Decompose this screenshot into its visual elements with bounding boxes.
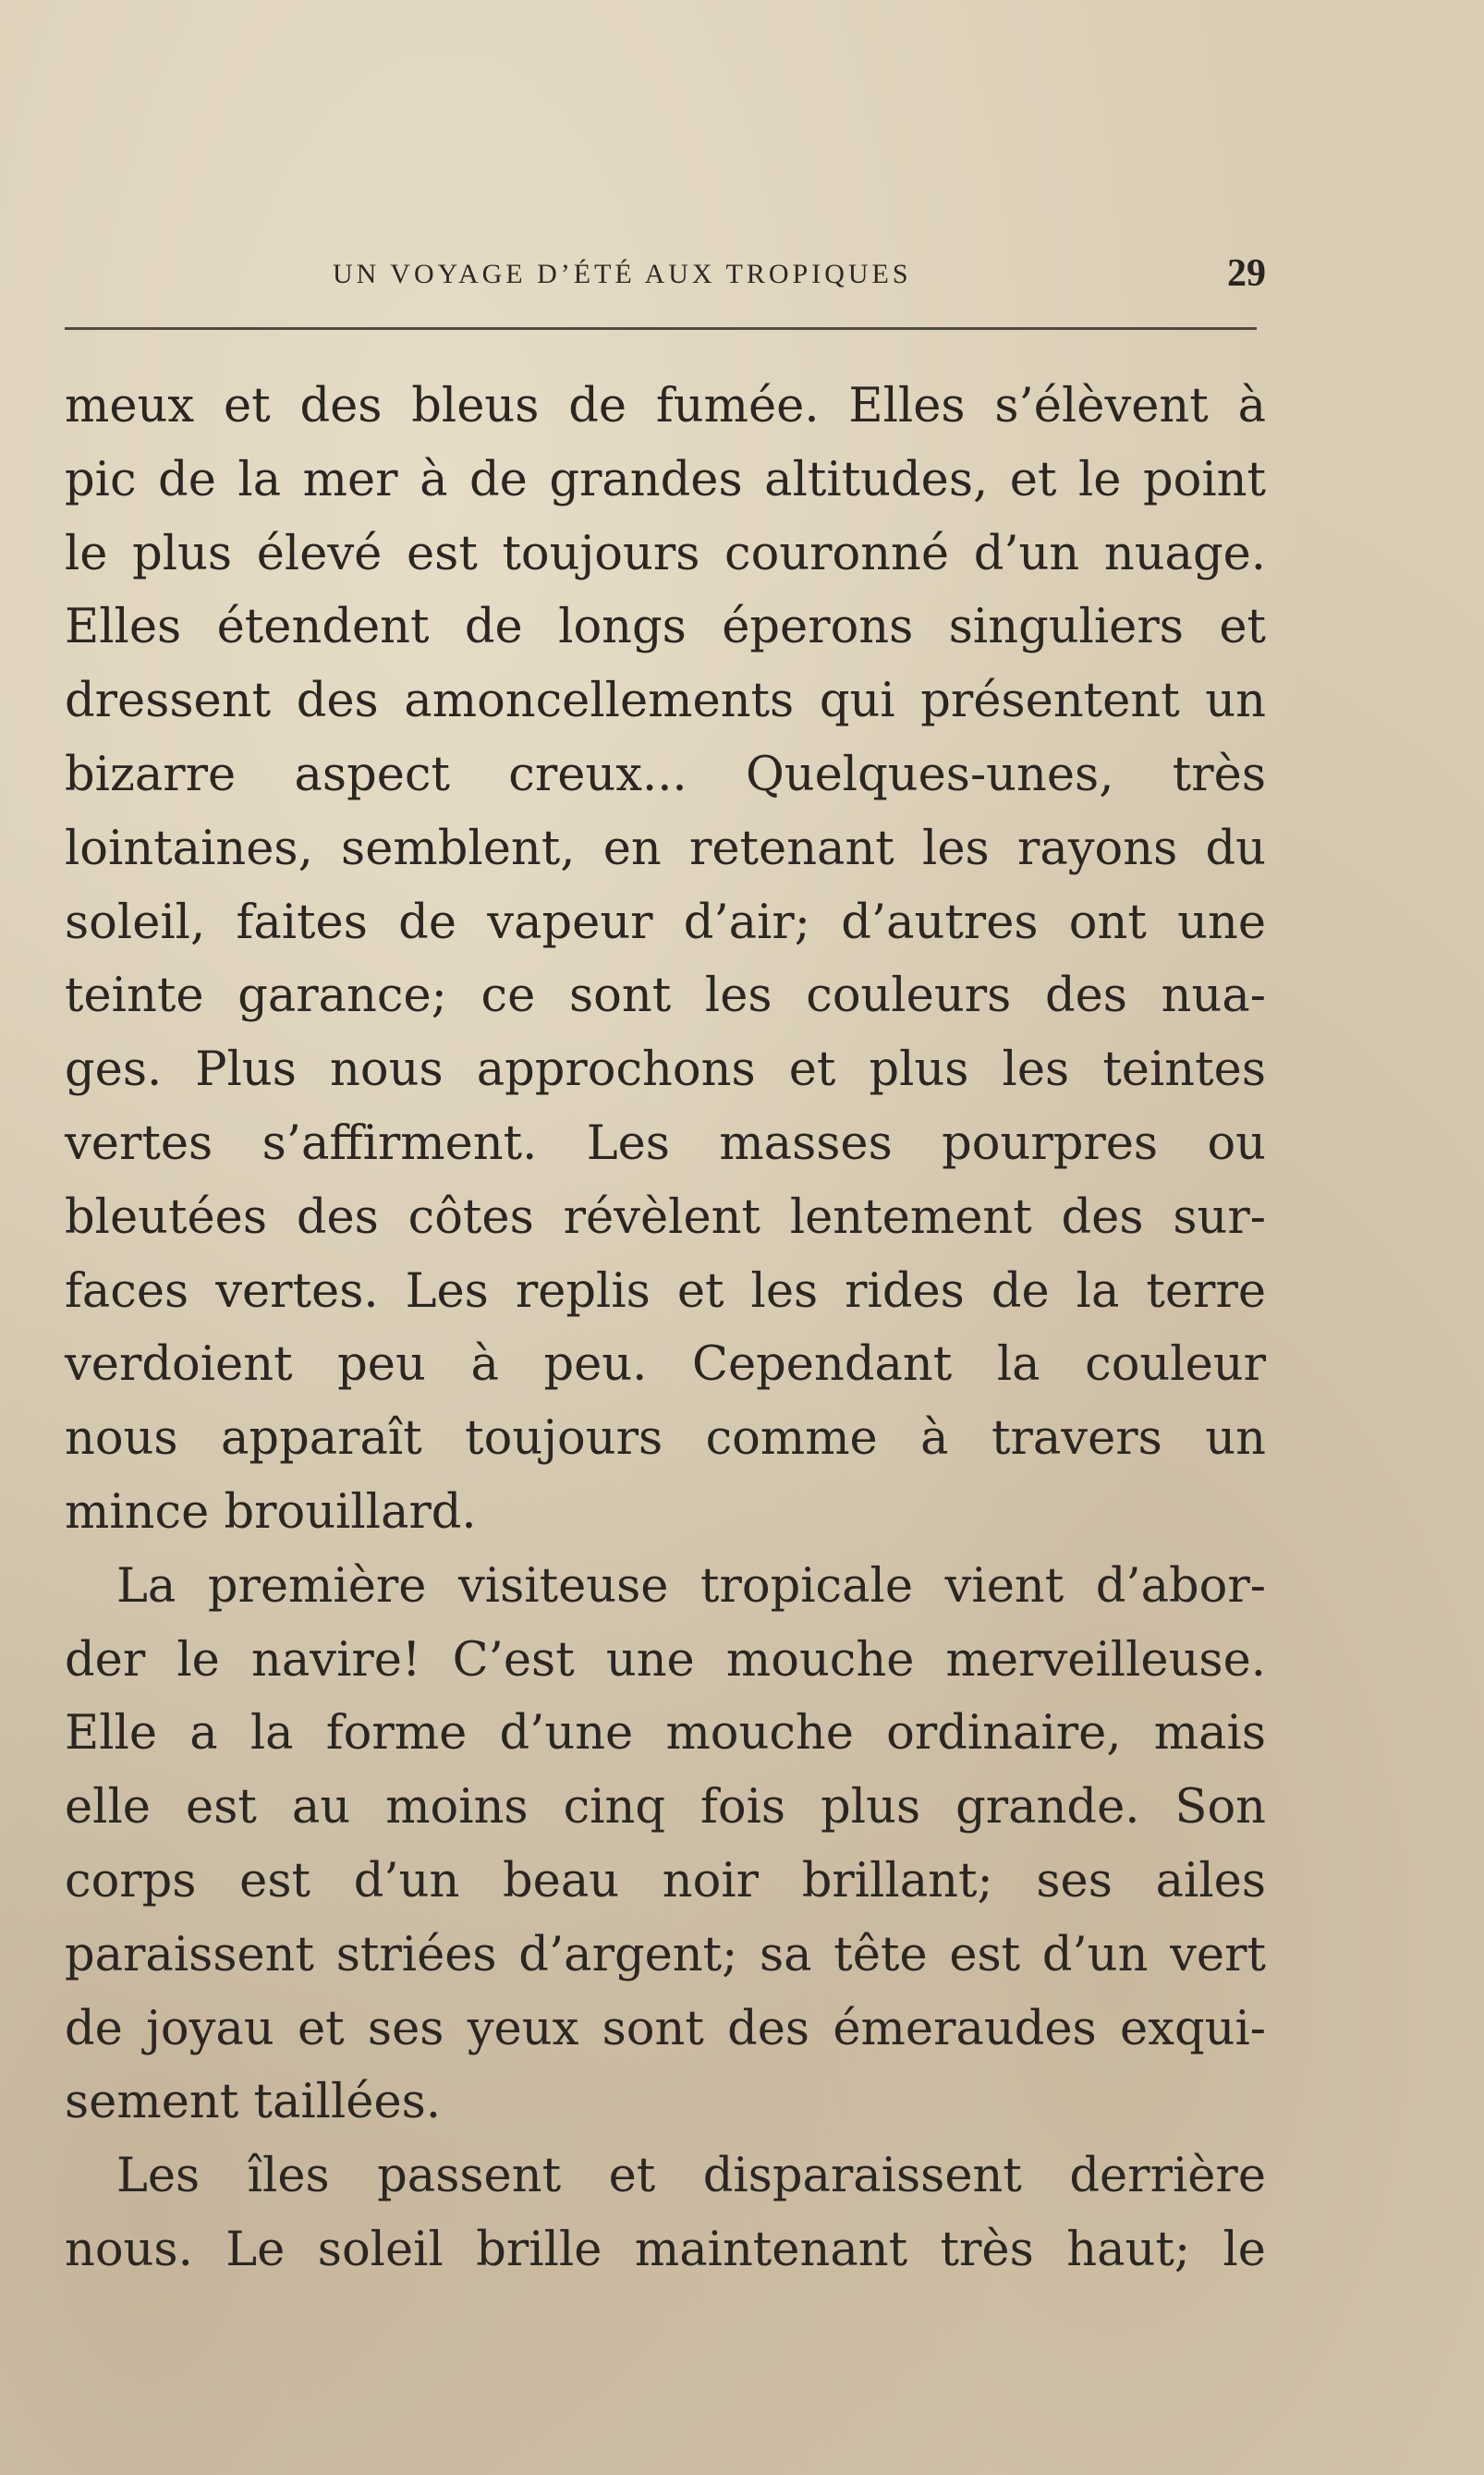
- text-line: ges. Plus nous approchons et plus les teintes: [65, 1042, 1266, 1098]
- text-line: lointaines, semblent, en retenant les rayons du: [65, 821, 1266, 876]
- text-line: verdoient peu à peu. Cependant la couleur: [65, 1337, 1266, 1393]
- page-number: 29: [1227, 252, 1266, 295]
- text-line: bizarre aspect creux... Quelques-unes, très: [65, 747, 1266, 802]
- text-line: der le navire! C’est une mouche merveilleuse.: [65, 1632, 1266, 1688]
- text-line: mince brouillard.: [65, 1484, 477, 1540]
- text-line: pic de la mer à de grandes altitudes, et le point: [65, 452, 1266, 507]
- text-line: Elle a la forme d’une mouche ordinaire, mais: [65, 1706, 1266, 1762]
- text-line: vertes s’affirment. Les masses pourpres ou: [65, 1116, 1266, 1171]
- text-line: sement taillées.: [65, 2075, 442, 2130]
- text-line: Elles étendent de longs éperons singuliers et: [65, 600, 1266, 655]
- text-line: de joyau et ses yeux sont des émeraudes exqui-: [65, 2001, 1266, 2056]
- running-title: UN VOYAGE D’ÉTÉ AUX TROPIQUES: [333, 259, 912, 289]
- text-line: meux et des bleus de fumée. Elles s’élèvent à: [65, 379, 1266, 433]
- text-line: corps est d’un beau noir brillant; ses ailes: [65, 1853, 1266, 1908]
- text-line: soleil, faites de vapeur d’air; d’autres ont une: [65, 895, 1266, 950]
- text-line: bleutées des côtes révèlent lentement des sur-: [65, 1189, 1266, 1245]
- text-line: faces vertes. Les replis et les rides de la terre: [65, 1263, 1266, 1319]
- text-line: nous apparaît toujours comme à travers un: [65, 1411, 1266, 1467]
- text-line: teinte garance; ce sont les couleurs des nua-: [65, 969, 1266, 1024]
- text-line: La première visiteuse tropicale vient d’abor-: [116, 1558, 1266, 1614]
- text-line: paraissent striées d’argent; sa tête est d’un vert: [65, 1927, 1266, 1982]
- header-rule: [65, 327, 1257, 330]
- body-text: [65, 370, 1266, 2287]
- text-line: elle est au moins cinq fois plus grande. Son: [65, 1780, 1266, 1835]
- running-head: [65, 251, 1266, 307]
- text-line: Les îles passent et disparaissent derrière: [116, 2149, 1266, 2204]
- text-line: dressent des amoncellements qui présentent un: [65, 674, 1266, 729]
- text-line: le plus élevé est toujours couronné d’un nuage.: [65, 526, 1266, 581]
- text-line: nous. Le soleil brille maintenant très haut; le: [65, 2222, 1266, 2277]
